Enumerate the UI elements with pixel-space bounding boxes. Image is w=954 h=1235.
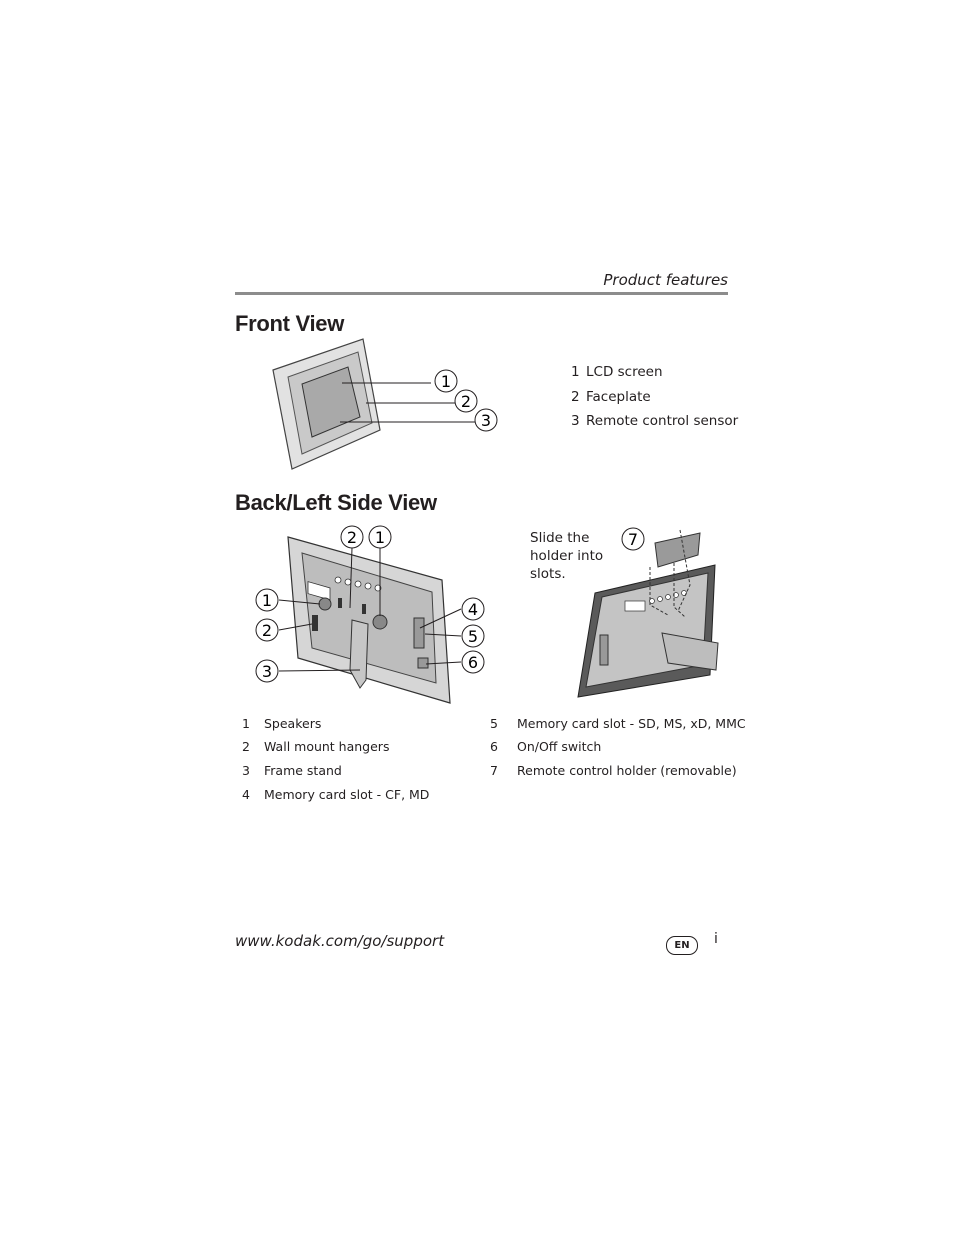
front-callout-3 xyxy=(475,409,497,431)
back-legend-item: 6 On/Off switch xyxy=(490,739,602,754)
back-legend-item: 3 Frame stand xyxy=(242,763,342,778)
front-legend-item: 1 LCD screen xyxy=(571,364,663,380)
back-legend-item: 5 Memory card slot - SD, MS, xD, MMC xyxy=(490,716,746,731)
back-callout-5 xyxy=(462,625,484,647)
back-legend-item: 1 Speakers xyxy=(242,716,322,731)
back-legend-item: 2 Wall mount hangers xyxy=(242,739,390,754)
back-callout-4 xyxy=(462,598,484,620)
support-link[interactable]: www.kodak.com/go/support xyxy=(235,932,445,950)
svg-text:7: 7 xyxy=(627,530,639,549)
svg-text:1: 1 xyxy=(440,372,452,391)
back-callout-1-top xyxy=(369,526,391,548)
back-callout-2-top xyxy=(341,526,363,548)
front-view-title: Front View xyxy=(235,311,345,336)
holder-caption: Slide the holder into slots. xyxy=(530,530,604,582)
back-view-illustration xyxy=(250,520,495,705)
back-legend-item: 4 Memory card slot - CF, MD xyxy=(242,787,430,802)
section-header: Product features xyxy=(603,271,728,289)
page-number: i xyxy=(714,931,718,947)
front-legend-item: 2 Faceplate xyxy=(571,389,651,405)
front-callout-1 xyxy=(435,370,457,392)
front-legend-item: 3 Remote control sensor xyxy=(571,413,739,429)
svg-text:3: 3 xyxy=(480,411,492,430)
front-callout-2 xyxy=(455,390,477,412)
remote-holder-illustration xyxy=(570,525,730,703)
side-callout-7 xyxy=(622,528,644,550)
back-callout-2-left xyxy=(256,619,278,641)
header-rule xyxy=(235,292,728,295)
back-legend-item: 7 Remote control holder (removable) xyxy=(490,763,737,778)
back-callout-6 xyxy=(462,651,484,673)
svg-text:3: 3 xyxy=(261,662,273,681)
svg-text:2: 2 xyxy=(261,621,273,640)
photo-frame-back xyxy=(288,537,450,703)
photo-frame-side xyxy=(578,565,718,697)
front-view-illustration xyxy=(268,337,508,472)
remote-holder xyxy=(655,533,700,567)
back-view-title: Back/Left Side View xyxy=(235,490,437,515)
svg-text:4: 4 xyxy=(467,600,479,619)
back-callout-1-left xyxy=(256,589,278,611)
back-callout-3 xyxy=(256,660,278,682)
svg-text:6: 6 xyxy=(467,653,479,672)
svg-text:5: 5 xyxy=(467,627,479,646)
svg-text:2: 2 xyxy=(346,528,358,547)
svg-text:1: 1 xyxy=(261,591,273,610)
svg-text:1: 1 xyxy=(374,528,386,547)
svg-text:2: 2 xyxy=(460,392,472,411)
photo-frame-front xyxy=(273,339,380,469)
language-badge: EN xyxy=(666,936,698,955)
